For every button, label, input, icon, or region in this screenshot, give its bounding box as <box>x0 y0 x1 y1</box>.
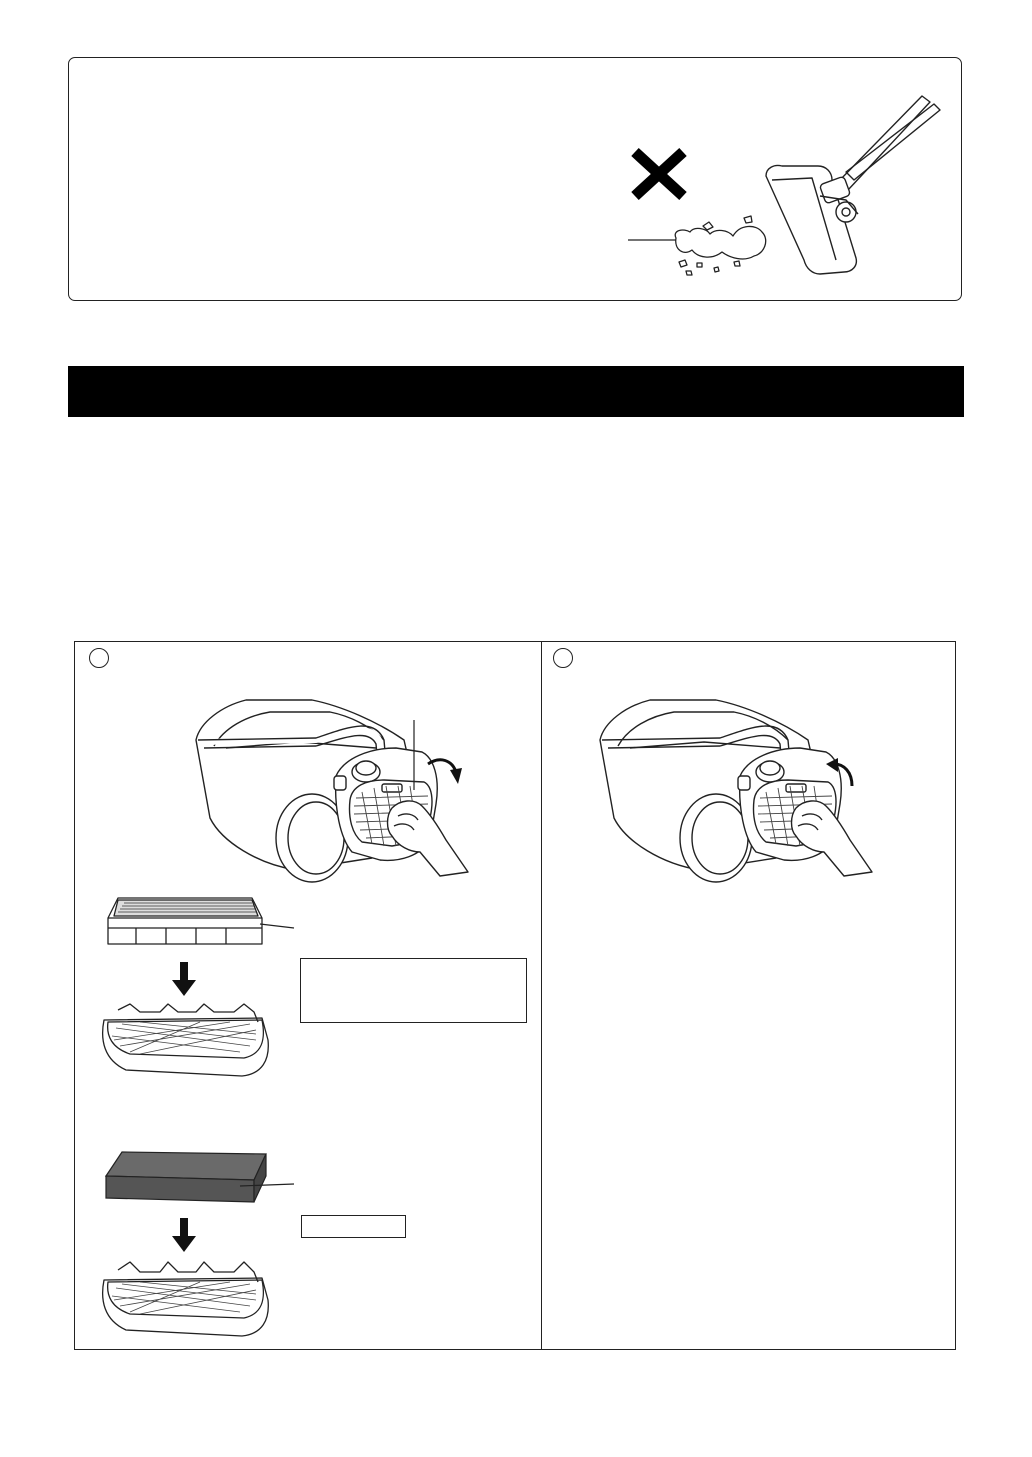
steps-divider <box>541 641 542 1350</box>
vacuum-open-illustration <box>188 690 488 890</box>
vacuum-close-illustration <box>592 690 892 890</box>
hepa-filter-illustration <box>100 892 300 952</box>
floor-nozzle-icon <box>766 96 940 274</box>
filter-frame-illustration <box>96 1000 276 1080</box>
note-box-2 <box>301 1215 406 1238</box>
filter-frame-illustration <box>96 1256 276 1340</box>
caution-illustration <box>600 85 950 285</box>
section-header-bar <box>68 366 964 417</box>
step-1-number <box>89 648 109 668</box>
note-box-1 <box>300 958 527 1023</box>
cross-mark-icon <box>635 152 683 196</box>
down-arrow-icon <box>170 1218 198 1254</box>
step-2-number <box>553 648 573 668</box>
debris-icon <box>675 216 766 275</box>
sponge-filter-illustration <box>100 1148 300 1208</box>
down-arrow-icon <box>170 962 198 998</box>
